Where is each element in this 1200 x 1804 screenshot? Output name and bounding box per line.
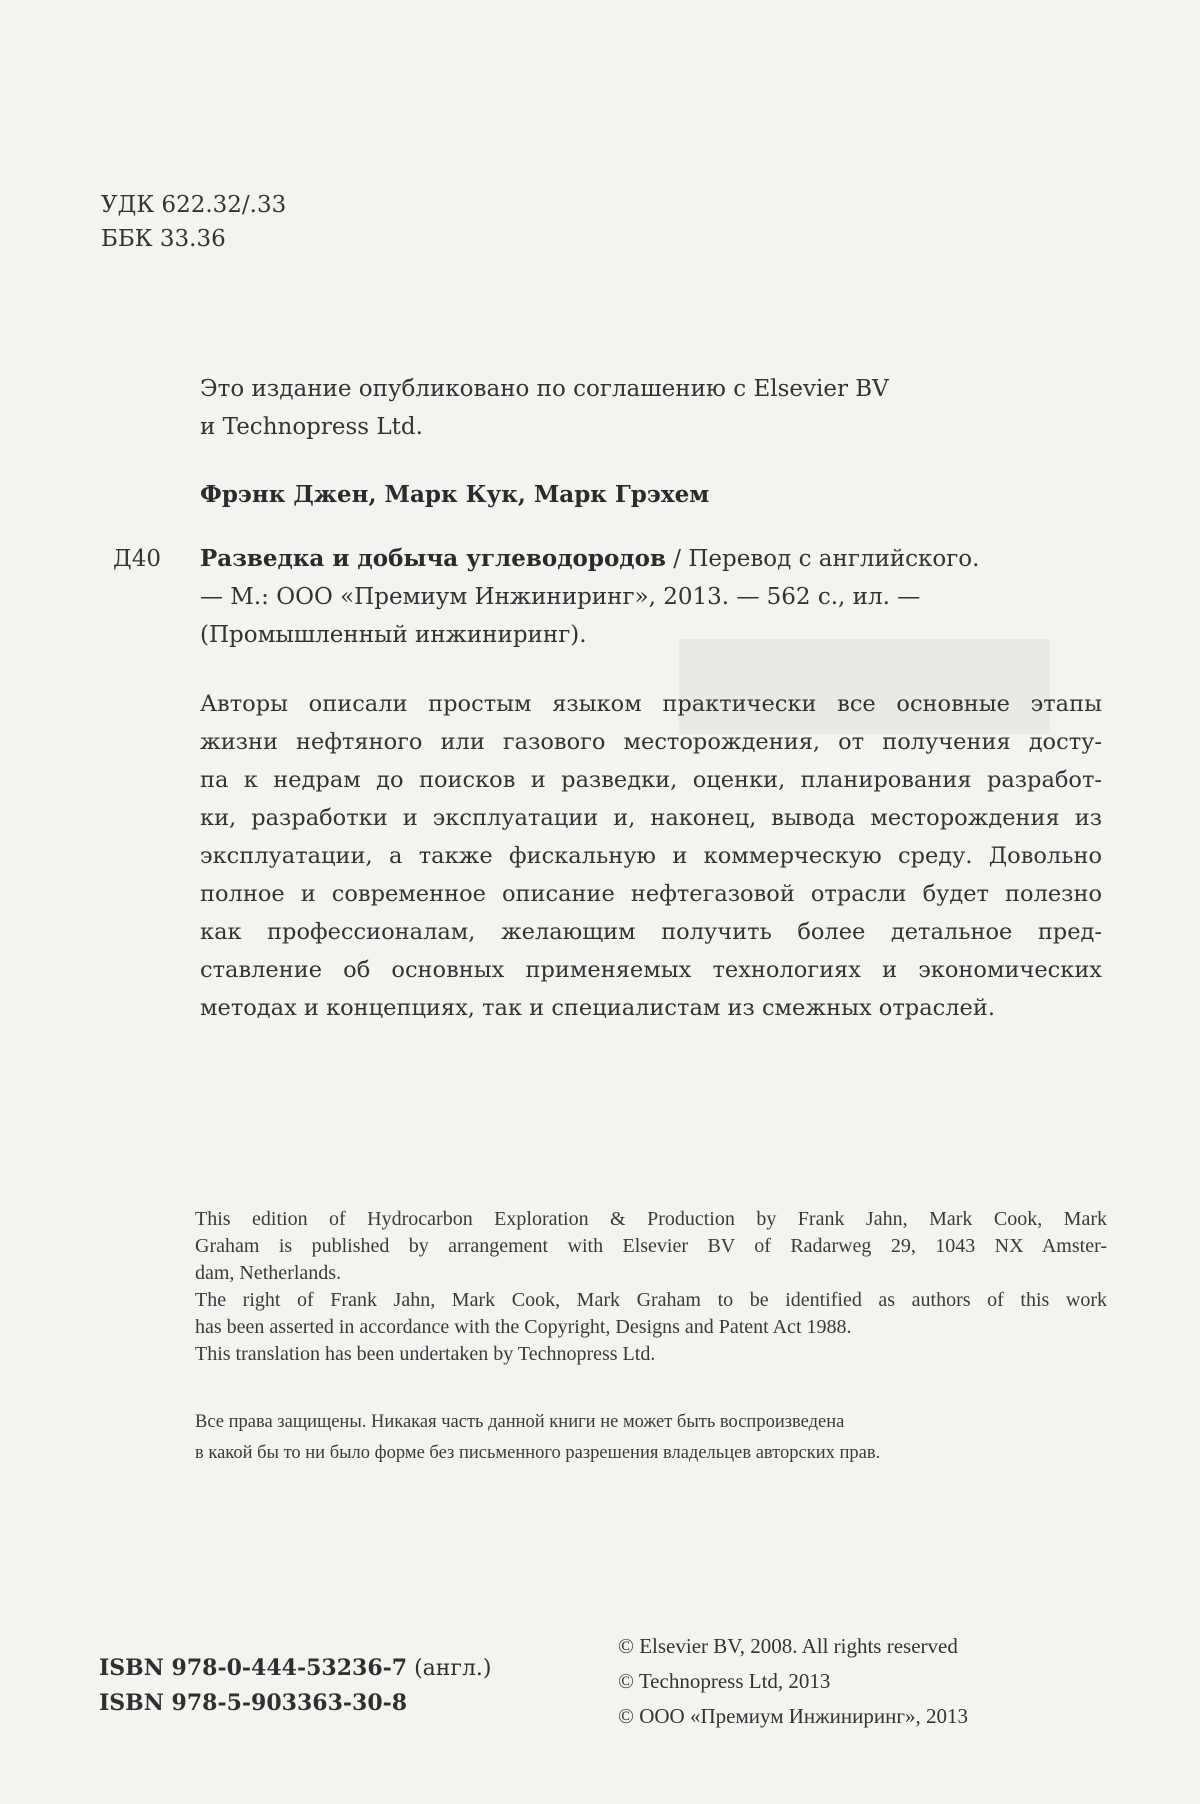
copyright-line: © Elsevier BV, 2008. All rights reserved (618, 1634, 958, 1658)
english-notice-line: Graham is published by arrangement with Elsevier BV of Radarweg 29, 1043 NX Amster- (195, 1235, 1107, 1257)
copyright-line: © Technopress Ltd, 2013 (618, 1669, 831, 1693)
bibliographic-record (200, 540, 1110, 654)
english-notice-line: has been asserted in accordance with the Copyright, Designs and Patent Act 1988. (195, 1316, 852, 1338)
agreement-line-2: и Technopress Ltd. (200, 414, 423, 440)
publication-agreement (200, 370, 889, 446)
isbn-english-number: ISBN 978-0-444-53236-7 (99, 1655, 408, 1681)
classification-codes (101, 188, 286, 256)
agreement-line-1: Это издание опубликовано по соглашению с Elsevier BV (200, 376, 889, 402)
bib-line-2: — М.: ООО «Премиум Инжиниринг», 2013. — 562 с., ил. — (200, 584, 921, 610)
english-notice-line: dam, Netherlands. (195, 1262, 342, 1284)
abstract-line: ки, разработки и эксплуатации и, наконец, вывода месторождения из (200, 805, 1102, 831)
abstract-line: па к недрам до поисков и разведки, оценки, планирования разработ- (200, 767, 1102, 793)
isbn-english (99, 1651, 492, 1686)
book-title: Разведка и добыча углеводородов (200, 545, 666, 572)
isbn-block (99, 1651, 492, 1721)
rights-notice (195, 1407, 1105, 1469)
english-edition-notice (195, 1206, 1107, 1368)
isbn-russian (99, 1686, 492, 1721)
abstract-line: эксплуатации, а также фискальную и коммерческую среду. Довольно (200, 843, 1102, 869)
abstract-line: ставление об основных применяемых технологиях и экономических (200, 957, 1102, 983)
catalog-code: Д40 (113, 546, 161, 572)
translation-note: / Перевод с английского. (665, 546, 980, 572)
english-notice-line: The right of Frank Jahn, Mark Cook, Mark Graham to be identified as authors of this work (195, 1289, 1107, 1311)
copyright-line: © ООО «Премиум Инжиниринг», 2013 (618, 1704, 968, 1728)
english-notice-line: This translation has been undertaken by Technopress Ltd. (195, 1343, 656, 1365)
abstract-line: полное и современное описание нефтегазовой отрасли будет полезно (200, 881, 1102, 907)
bib-line-1 (200, 540, 1110, 578)
bbk-code: ББК 33.36 (101, 226, 226, 252)
isbn-russian-number: ISBN 978-5-903363-30-8 (99, 1690, 408, 1716)
udk-code: УДК 622.32/.33 (101, 192, 287, 218)
rights-notice-line: Все права защищены. Никакая часть данной книги не может быть воспроизведена (195, 1412, 845, 1432)
english-notice-line: This edition of Hydrocarbon Exploration & Production by Frank Jahn, Mark Cook, Mark (195, 1208, 1107, 1230)
book-abstract (200, 685, 1102, 1027)
authors-line: Фрэнк Джен, Марк Кук, Марк Грэхем (200, 481, 710, 508)
abstract-line: жизни нефтяного или газового месторождения, от получения досту- (200, 729, 1102, 755)
copyright-block (618, 1629, 968, 1734)
abstract-line: как профессионалам, желающим получить более детальное пред- (200, 919, 1102, 945)
abstract-line: Авторы описали простым языком практически все основные этапы (200, 691, 1102, 717)
rights-notice-line: в какой бы то ни было форме без письменного разрешения владельцев авторских прав. (195, 1443, 881, 1463)
abstract-line: методах и концепциях, так и специалистам из смежных отраслей. (200, 995, 995, 1021)
isbn-english-note: (англ.) (407, 1656, 492, 1681)
bib-line-3: (Промышленный инжиниринг). (200, 622, 587, 648)
